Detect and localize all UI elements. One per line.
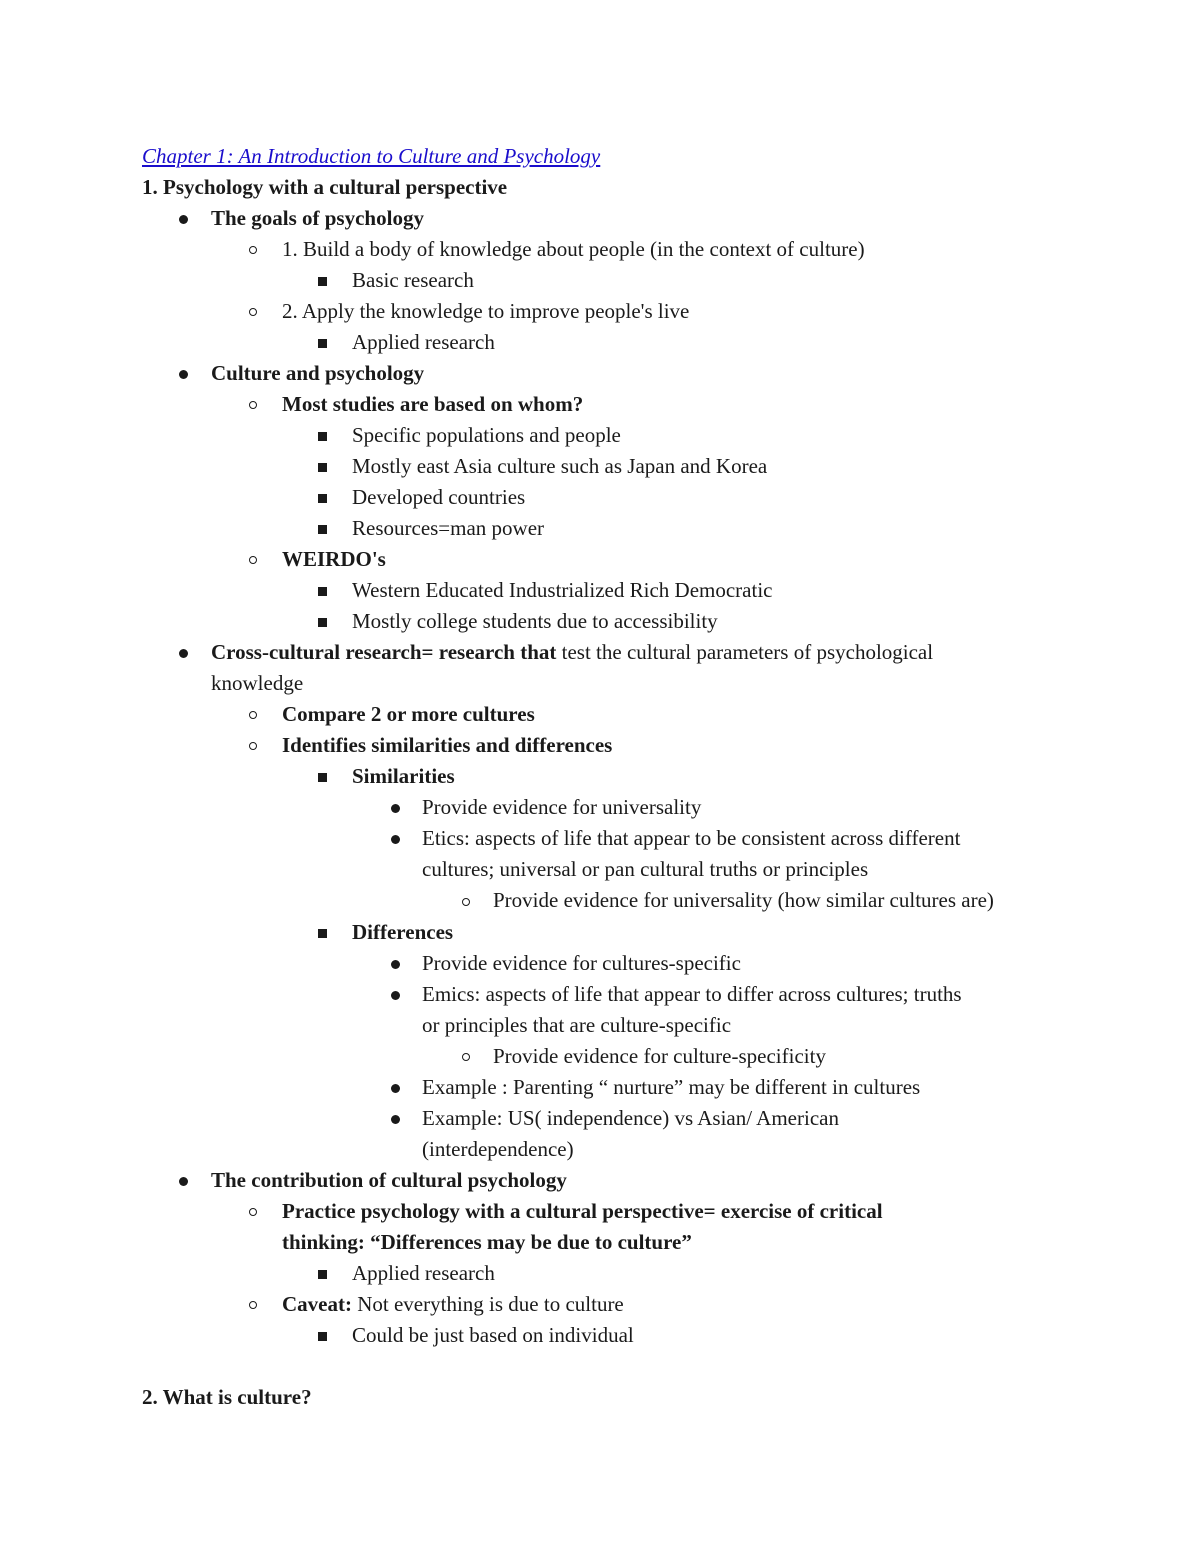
etics-item-cont: cultures; universal or pan cultural truths or principles (422, 857, 869, 881)
bullet-disc (391, 991, 400, 1000)
caveat-text: Not everything is due to culture (351, 1292, 624, 1316)
bullet-circle (462, 898, 470, 906)
bullet-circle (249, 556, 257, 564)
bullet-square (318, 1332, 327, 1341)
bullet-disc (391, 960, 400, 969)
studies-question: Most studies are based on whom? (282, 392, 584, 416)
bullet-square (318, 1270, 327, 1279)
goal-item-2-sub: Applied research (352, 330, 495, 354)
cross-cultural-text: test the cultural parameters of psychological (556, 640, 934, 664)
caveat-item (282, 1289, 624, 1320)
goal-item-1: 1. Build a body of knowledge about people (in the context of culture) (282, 237, 865, 261)
cross-cultural-term: Cross-cultural research= research that (211, 640, 557, 664)
chapter-title-link[interactable]: Chapter 1: An Introduction to Culture and Psychology (142, 144, 601, 168)
bullet-square (318, 277, 327, 286)
question-item: Mostly east Asia culture such as Japan and Korea (352, 454, 768, 478)
emics-item: Emics: aspects of life that appear to differ across cultures; truths (422, 982, 962, 1006)
bullet-disc (391, 804, 400, 813)
section-1-heading: 1. Psychology with a cultural perspective (142, 175, 508, 199)
bullet-square (318, 773, 327, 782)
differences-heading: Differences (352, 920, 454, 944)
weirdo-item: Mostly college students due to accessibility (352, 609, 718, 633)
etics-item: Etics: aspects of life that appear to be consistent across different (422, 826, 961, 850)
practice-item: Practice psychology with a cultural perspective= exercise of critical (282, 1199, 883, 1223)
bullet-square (318, 929, 327, 938)
bullet-square (318, 494, 327, 503)
example-item-cont: (interdependence) (422, 1137, 574, 1161)
bullet-disc (391, 1084, 400, 1093)
goal-item-1-sub: Basic research (352, 268, 474, 292)
bullet-square (318, 463, 327, 472)
bullet-circle (249, 1208, 257, 1216)
caveat-sub-item: Could be just based on individual (352, 1323, 634, 1347)
bullet-square (318, 339, 327, 348)
practice-item-cont: thinking: “Differences may be due to culture” (282, 1230, 692, 1254)
bullet-circle (249, 246, 257, 254)
bullet-disc (391, 835, 400, 844)
bullet-square (318, 525, 327, 534)
weirdo-item: Western Educated Industrialized Rich Democratic (352, 578, 773, 602)
difference-item: Provide evidence for cultures-specific (422, 951, 741, 975)
bullet-disc (179, 649, 188, 658)
goal-item-2: 2. Apply the knowledge to improve people's live (282, 299, 690, 323)
similarity-item: Provide evidence for universality (422, 795, 702, 819)
bullet-circle (249, 1301, 257, 1309)
bullet-square (318, 587, 327, 596)
bullet-circle (249, 742, 257, 750)
similarities-heading: Similarities (352, 764, 455, 788)
identifies-item: Identifies similarities and differences (282, 733, 613, 757)
bullet-disc (391, 1115, 400, 1124)
weirdo-heading: WEIRDO's (282, 547, 386, 571)
compare-item: Compare 2 or more cultures (282, 702, 535, 726)
cross-cultural-definition-cont: knowledge (211, 671, 304, 695)
culture-heading: Culture and psychology (211, 361, 425, 385)
etics-sub-item: Provide evidence for universality (how similar cultures are) (493, 888, 994, 912)
bullet-square (318, 618, 327, 627)
question-item: Resources=man power (352, 516, 545, 540)
question-item: Specific populations and people (352, 423, 621, 447)
example-item: Example: US( independence) vs Asian/ American (422, 1106, 839, 1130)
question-item: Developed countries (352, 485, 526, 509)
cross-cultural-definition (211, 637, 933, 668)
example-item: Example : Parenting “ nurture” may be different in cultures (422, 1075, 921, 1099)
bullet-circle (462, 1053, 470, 1061)
emics-item-cont: or principles that are culture-specific (422, 1013, 732, 1037)
contribution-heading: The contribution of cultural psychology (211, 1168, 567, 1192)
emics-sub-item: Provide evidence for culture-specificity (493, 1044, 826, 1068)
bullet-circle (249, 711, 257, 719)
goals-heading: The goals of psychology (211, 206, 424, 230)
section-2-heading: 2. What is culture? (142, 1385, 312, 1409)
caveat-label: Caveat: (282, 1292, 352, 1316)
bullet-circle (249, 401, 257, 409)
bullet-disc (179, 215, 188, 224)
bullet-circle (249, 308, 257, 316)
bullet-disc (179, 370, 188, 379)
bullet-square (318, 432, 327, 441)
bullet-disc (179, 1177, 188, 1186)
practice-sub-item: Applied research (352, 1261, 495, 1285)
